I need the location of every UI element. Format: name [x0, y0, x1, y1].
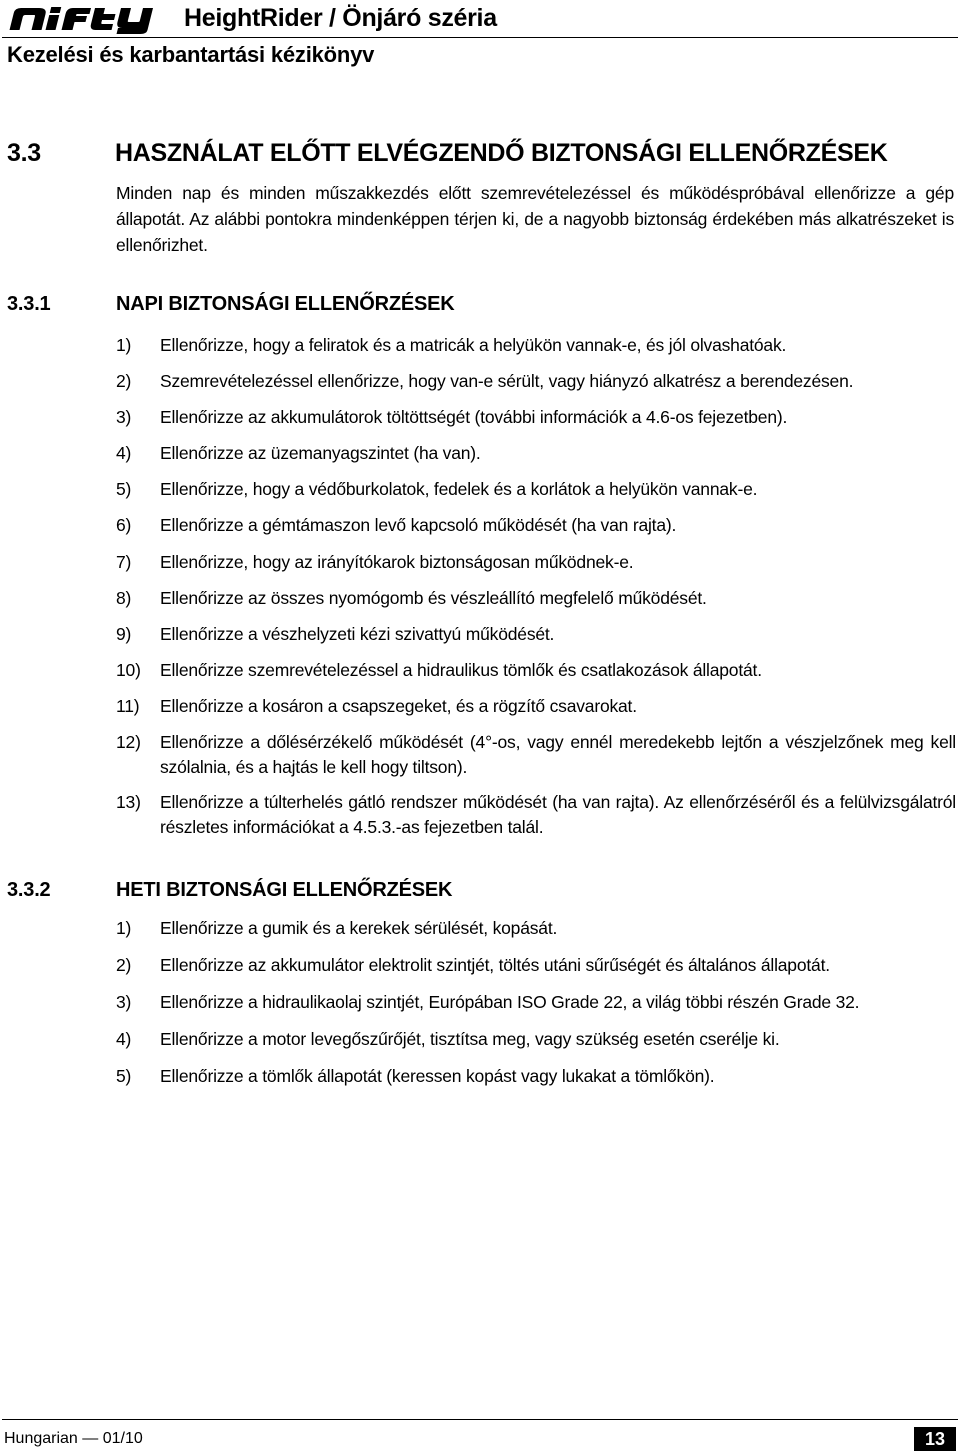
list-item-number: 1)	[116, 335, 132, 355]
list-item-text: Ellenőrizze a vészhelyzeti kézi szivattyú működését.	[160, 623, 555, 644]
list-item	[116, 405, 956, 430]
list-item	[116, 369, 956, 394]
footer-divider	[2, 1419, 958, 1420]
list-item-number: 5)	[116, 479, 132, 500]
footer-language-date: Hungarian — 01/10	[4, 1430, 143, 1447]
list-item	[116, 550, 956, 575]
list-item-text: Ellenőrizze, hogy a védőburkolatok, fedelek és a korlátok a helyükön vannak-e.	[160, 479, 758, 500]
list-item-text: Ellenőrizze az üzemanyagszintet (ha van).	[160, 443, 481, 464]
daily-checks-title: NAPI BIZTONSÁGI ELLENŐRZÉSEK	[116, 293, 455, 315]
weekly-checks-number: 3.3.2	[7, 879, 51, 901]
list-item	[116, 513, 956, 538]
section-title: HASZNÁLAT ELŐTT ELVÉGZENDŐ BIZTONSÁGI ELLENŐRZÉSEK	[115, 139, 888, 167]
section-number: 3.3	[7, 139, 41, 167]
list-item	[116, 1064, 956, 1089]
list-item	[116, 333, 956, 358]
list-item-number: 5)	[116, 1065, 132, 1086]
list-item-number: 2)	[116, 954, 132, 975]
list-item	[116, 916, 956, 941]
list-item-number: 6)	[116, 515, 132, 536]
list-item	[116, 1027, 956, 1052]
list-item-number: 8)	[116, 587, 132, 608]
list-item-text: Ellenőrizze, hogy az irányítókarok biztonságosan működnek-e.	[160, 551, 634, 572]
list-item-text: Ellenőrizze a gémtámaszon levő kapcsoló működését (ha van rajta).	[160, 515, 677, 536]
weekly-checks-title: HETI BIZTONSÁGI ELLENŐRZÉSEK	[116, 879, 453, 901]
list-item-text: Ellenőrizze az összes nyomógomb és vészleállító megfelelő működését.	[160, 587, 707, 608]
list-item-number: 12)	[116, 732, 141, 753]
list-item	[116, 477, 956, 502]
daily-checks-list	[116, 333, 956, 850]
list-item-text: Ellenőrizze a tömlők állapotát (keressen kopást vagy lukakat a tömlőkön).	[160, 1065, 715, 1086]
list-item-text: Ellenőrizze a gumik és a kerekek sérülését, kopását.	[160, 918, 558, 938]
list-item-text: Szemrevételezéssel ellenőrizze, hogy van-e sérült, vagy hiányzó alkatrész a berendezésen.	[160, 371, 854, 392]
page-number: 13	[914, 1427, 956, 1451]
list-item	[116, 658, 956, 683]
list-item-text: Ellenőrizze a dőlésérzékelő működését (4°-os, vagy ennél meredekebb lejtőn a vészjelzőnek meg kell szólalnia, és a hajtás le kell hogy tiltson).	[160, 732, 956, 777]
list-item-number: 3)	[116, 407, 132, 428]
list-item-number: 2)	[116, 371, 132, 392]
list-item-number: 10)	[116, 659, 141, 680]
logo-text: nifty	[2, 4, 4, 5]
header-divider	[2, 37, 958, 38]
list-item	[116, 953, 956, 978]
list-item-text: Ellenőrizze a kosáron a csapszegeket, és a rögzítő csavarokat.	[160, 695, 637, 716]
list-item-number: 13)	[116, 792, 141, 813]
list-item	[116, 730, 956, 779]
list-item-number: 3)	[116, 991, 132, 1012]
list-item	[116, 790, 956, 839]
list-item	[116, 586, 956, 611]
list-item-text: Ellenőrizze a hidraulikaolaj szintjét, Európában ISO Grade 22, a világ többi részén Grade 32.	[160, 991, 860, 1012]
list-item-number: 7)	[116, 551, 132, 572]
page-header	[0, 0, 960, 72]
list-item-text: Ellenőrizze szemrevételezéssel a hidraulikus tömlők és csatlakozások állapotát.	[160, 659, 762, 680]
list-item	[116, 622, 956, 647]
list-item-text: Ellenőrizze az akkumulátorok töltöttségét (további információk a 4.6-os fejezetben).	[160, 407, 788, 428]
daily-checks-number: 3.3.1	[7, 293, 51, 315]
weekly-checks-list	[116, 916, 956, 1100]
list-item-number: 9)	[116, 623, 132, 644]
list-item-text: Ellenőrizze az akkumulátor elektrolit szintjét, töltés utáni sűrűségét és általános állapotát.	[160, 954, 830, 975]
list-item	[116, 990, 956, 1015]
list-item	[116, 694, 956, 719]
list-item-number: 4)	[116, 1028, 132, 1049]
document-title: HeightRider / Önjáró széria	[184, 4, 497, 32]
list-item-text: Ellenőrizze, hogy a feliratok és a matricák a helyükön vannak-e, és jól olvashatóak.	[160, 335, 787, 355]
list-item-text: Ellenőrizze a túlterhelés gátló rendszer működését (ha van rajta). Az ellenőrzéséről és a felülvizsgálatról részletes információkat a 4.5.3.-as fejezetben talál.	[160, 792, 956, 837]
list-item-number: 1)	[116, 918, 132, 938]
list-item-number: 4)	[116, 443, 132, 464]
list-item-text: Ellenőrizze a motor levegőszűrőjét, tisztítsa meg, vagy szükség esetén cserélje ki.	[160, 1028, 780, 1049]
nifty-logo	[2, 4, 180, 34]
list-item	[116, 441, 956, 466]
document-subtitle: Kezelési és karbantartási kézikönyv	[7, 42, 375, 67]
list-item-number: 11)	[116, 695, 140, 716]
section-intro: Minden nap és minden műszakkezdés előtt szemrevételezéssel és működéspróbával ellenőrizze a gép állapotát. Az alábbi pontokra mindenképpen térjen ki, de a nagyobb biztonság érdekében más alkatrészeket is ellenőrizhet.	[116, 183, 954, 255]
